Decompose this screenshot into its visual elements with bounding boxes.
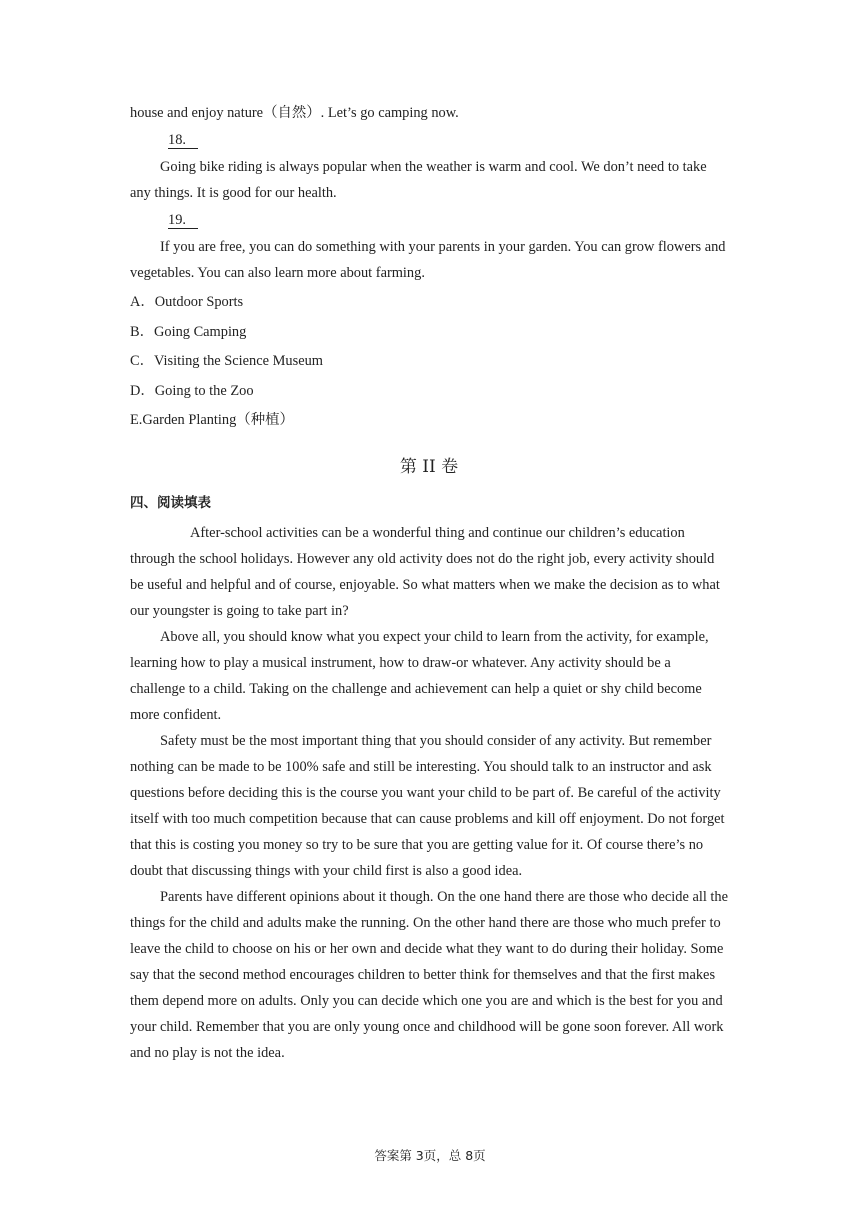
question-18-number: 18. <box>168 126 728 154</box>
passage-paragraph-4: Parents have different opinions about it though. On the one hand there are those who decide all the things for the child and adults make the running. On the other hand there are those who much prefer to leave the child to choose on his or her own and decide what they want to do during their holiday. Some say that the second method encourages children to better think for themselves and that the first makes them depend more on adults. Only you can decide which one you are and which is the best for you and your child. Remember that you are only young once and childhood will be gone soon forever. All work and no play is not the idea. <box>130 888 729 1061</box>
option-c: C．Visiting the Science Museum <box>130 353 323 369</box>
passage-paragraph-2: Above all, you should know what you expect your child to learn from the activity, for example, learning how to play a musical instrument, how to draw-or whatever. Any activity should be a challenge to a child. Taking on the challenge and achievement can help a quiet or shy child become more confident. <box>130 628 709 723</box>
passage-continuation: house and enjoy nature（自然）. Let’s go camping now. <box>130 105 459 121</box>
option-a: A．Outdoor Sports <box>130 294 244 310</box>
passage-paragraph-3: Safety must be the most important thing that you should consider of any activity. But remember nothing can be made to be 100% safe and still be interesting. You should talk to an instructor and ask questions before deciding this is the course you want your child to be part of. Be careful of the activity itself with too much competition because that can cause problems and kill off enjoyment. Do not forget that this is costing you money so try to be sure that you are getting value for it. Of course there’s no doubt that discussing things with your child first is also a good idea. <box>130 732 725 879</box>
document-page <box>130 100 728 1066</box>
question-18-paragraph: Going bike riding is always popular when the weather is warm and cool. We don’t need to take any things. It is good for our health. <box>130 159 707 201</box>
section-title: 四、阅读填表 <box>130 494 211 511</box>
option-e: E.Garden Planting（种植） <box>130 412 294 428</box>
options-list <box>130 288 728 436</box>
page-footer: 答案第 3页，总 8页 <box>374 1148 486 1163</box>
question-19-paragraph: If you are free, you can do something with your parents in your garden. You can grow flowers and vegetables. You can also learn more about farming. <box>130 239 726 281</box>
question-19-number: 19. <box>168 206 728 234</box>
volume-title: 第 II 卷 <box>399 456 459 477</box>
option-b: B．Going Camping <box>130 323 247 340</box>
option-d: D．Going to the Zoo <box>130 382 254 399</box>
passage-paragraph-1: After-school activities can be a wonderful thing and continue our children’s education through the school holidays. However any old activity does not do the right job, every activity should be useful and helpful and of course, enjoyable. So what matters when we make the decision as to what our youngster is going to take part in? <box>130 524 720 619</box>
